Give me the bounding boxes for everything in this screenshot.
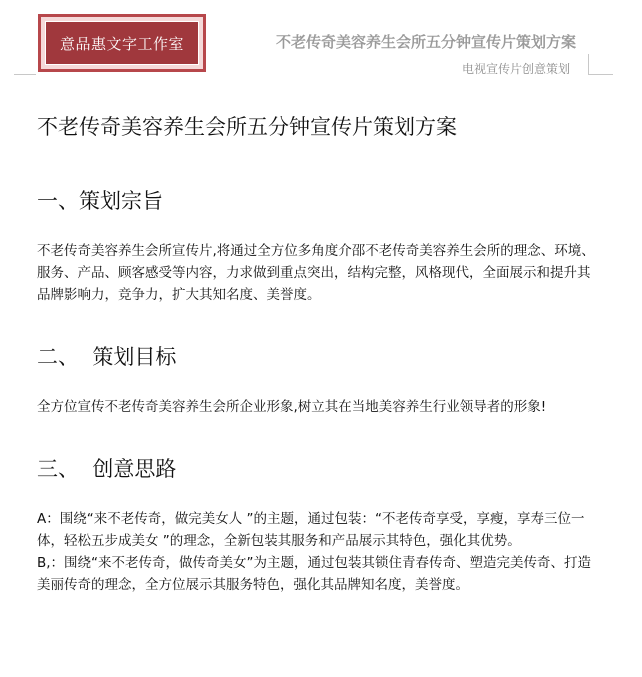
header-subtitle: 电视宣传片创意策划: [461, 62, 570, 76]
page-corner-mark-left: [14, 58, 36, 75]
page-corner-mark-right: [588, 54, 613, 75]
section-heading: 一、策划宗旨: [37, 189, 163, 213]
section-paragraph: 全方位宣传不老传奇美容养生会所企业形象,树立其在当地美容养生行业领导者的形象!: [37, 399, 547, 415]
studio-stamp-label: 意品惠文字工作室: [45, 21, 199, 65]
section-heading: 二、 策划目标: [37, 345, 177, 369]
document-body: [37, 112, 597, 596]
section-creative-ideas: [37, 454, 597, 596]
header-title: 不老传奇美容养生会所五分钟宣传片策划方案: [275, 33, 576, 51]
section-paragraph: A：围绕“来不老传奇，做完美女人 ”的主题，通过包装：“不老传奇享受，享瘦，享寿三位一体，轻松五步成美女 ”的理念，全新包装其服务和产品展示其特色，强化其优势。: [37, 511, 585, 549]
section-heading: 三、 创意思路: [37, 457, 177, 481]
document-title: 不老传奇美容养生会所五分钟宣传片策划方案: [37, 115, 457, 139]
section-paragraph: 不老传奇美容养生会所宣传片,将通过全方位多角度介邵不老传奇美容养生会所的理念、环境、服务、产品、顾客感受等内容，力求做到重点突出，结构完整，风格现代，全面展示和提升其品牌影响力，竞争力，扩大其知名度、美誉度。: [37, 243, 595, 303]
section-purpose: [37, 186, 597, 306]
section-goal: [37, 342, 597, 418]
section-paragraph: B,：围绕“来不老传奇，做传奇美女”为主题，通过包装其锁住青春传奇、塑造完美传奇、打造美丽传奇的理念，全方位展示其服务特色，强化其品牌知名度，美誉度。: [37, 555, 592, 593]
studio-stamp: [38, 14, 206, 72]
